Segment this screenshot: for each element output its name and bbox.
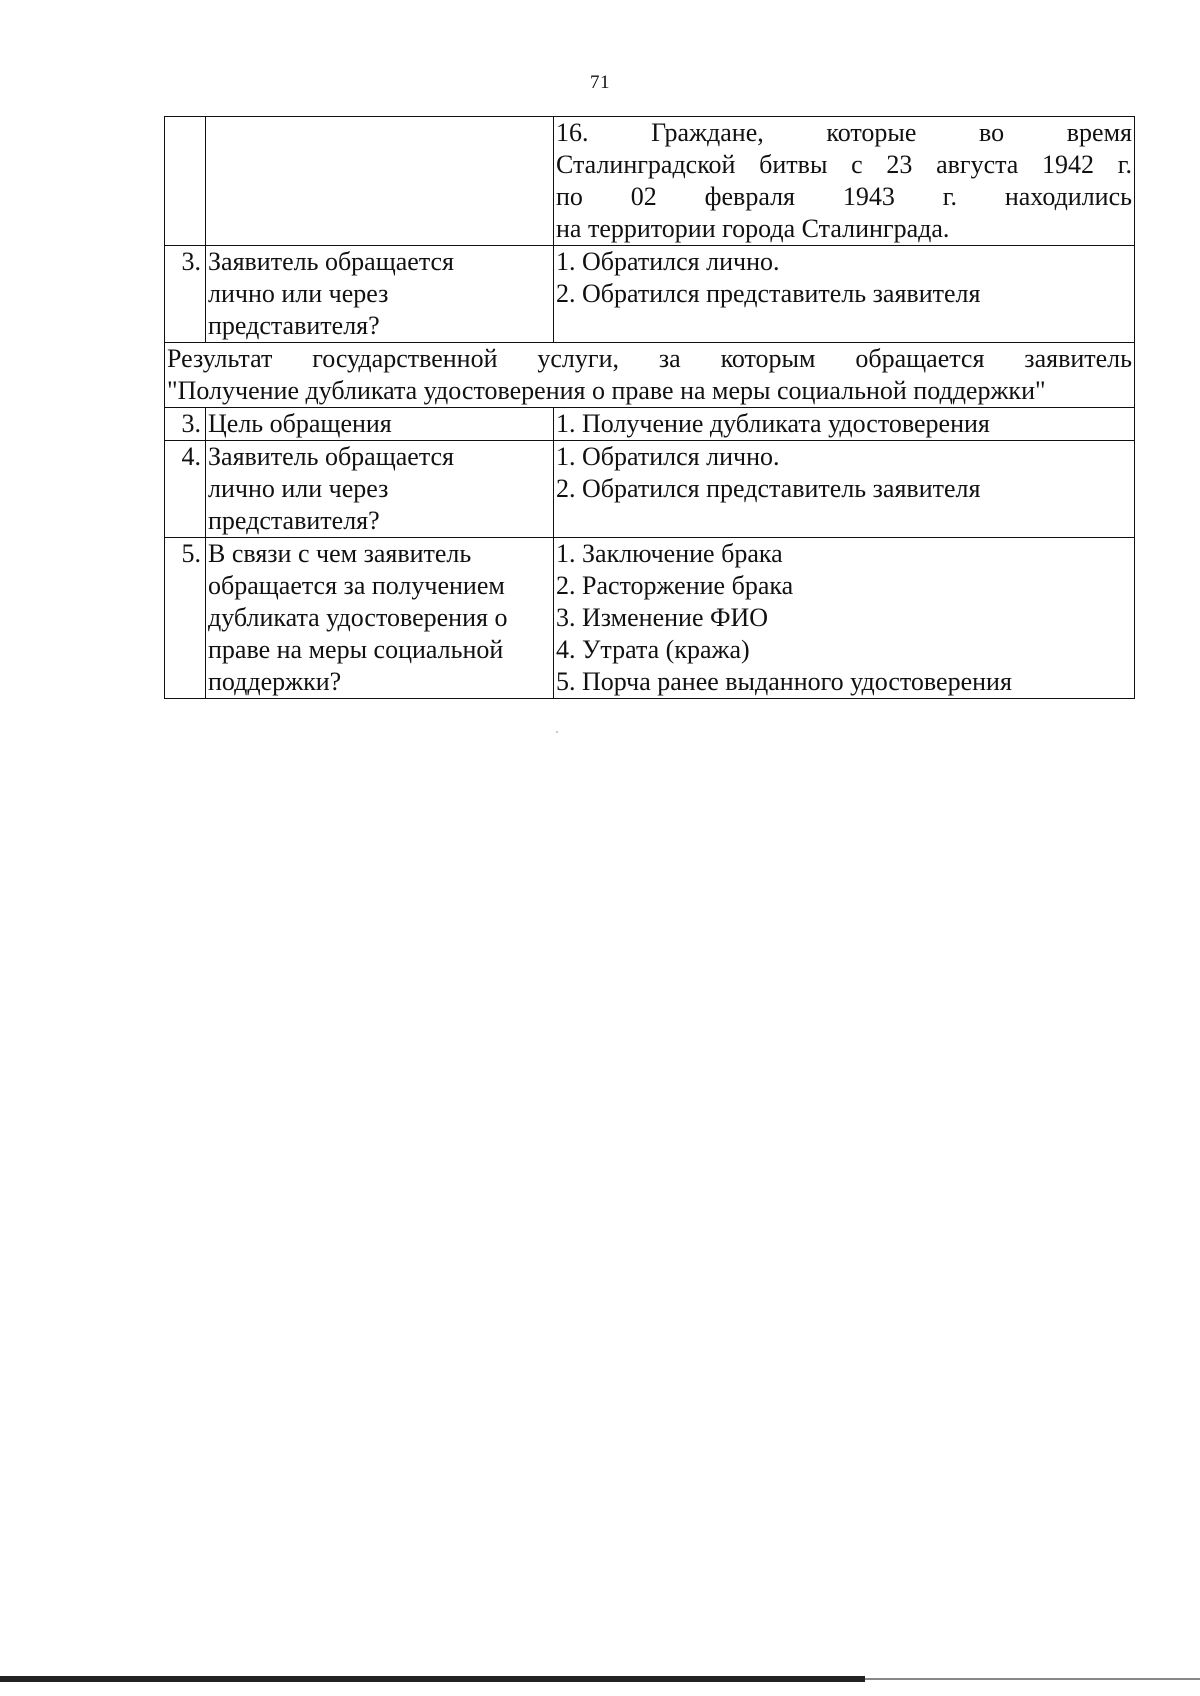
- scan-edge-line: [865, 1678, 1200, 1680]
- answer-cell: [554, 441, 1135, 538]
- answer-option: 1. Обратился лично.: [556, 247, 780, 276]
- answer-option: 5. Порча ранее выданного удостоверения: [556, 667, 1012, 696]
- question-cell-empty: [206, 117, 554, 246]
- answer-cell-16: [554, 117, 1135, 246]
- question-line: представителя?: [208, 311, 380, 340]
- section-line: Результат государственной услуги, за которым обращается заявитель: [167, 344, 1132, 373]
- question-line: поддержки?: [208, 667, 342, 696]
- row-number-empty: [165, 117, 206, 246]
- answer-cell: [554, 538, 1135, 699]
- answer-cell: 1. Получение дубликата удостоверения: [554, 408, 1135, 441]
- question-cell: [206, 538, 554, 699]
- scan-speck: [556, 731, 558, 733]
- question-cell: Цель обращения: [206, 408, 554, 441]
- question-cell: [206, 246, 554, 343]
- answer-option: 4. Утрата (кража): [556, 635, 750, 664]
- question-line: лично или через: [208, 279, 389, 308]
- table-row-3b: [165, 408, 1135, 441]
- row-number: 4.: [165, 441, 206, 538]
- service-criteria-table: [164, 116, 1135, 699]
- question-line: праве на меры социальной: [208, 635, 504, 664]
- section-header: [165, 343, 1135, 408]
- question-line: Заявитель обращается: [208, 247, 454, 276]
- answer-line: по 02 февраля 1943 г. находились: [556, 182, 1132, 211]
- question-line: лично или через: [208, 474, 389, 503]
- answer-line: 16. Граждане, которые во время: [556, 118, 1132, 147]
- answer-option: 3. Изменение ФИО: [556, 603, 769, 632]
- answer-option: 1. Обратился лично.: [556, 442, 780, 471]
- question-line: Заявитель обращается: [208, 442, 454, 471]
- answer-line: Сталинградской битвы с 23 августа 1942 г.: [556, 150, 1132, 179]
- question-cell: [206, 441, 554, 538]
- section-line: "Получение дубликата удостоверения о праве на меры социальной поддержки": [167, 376, 1046, 405]
- answer-option: 2. Обратился представитель заявителя: [556, 279, 981, 308]
- table-row-5: [165, 538, 1135, 699]
- table-row-3a: [165, 246, 1135, 343]
- question-line: представителя?: [208, 506, 380, 535]
- section-header-row: [165, 343, 1135, 408]
- row-number: 3.: [165, 408, 206, 441]
- question-line: В связи с чем заявитель: [208, 539, 472, 568]
- table-row-16: [165, 117, 1135, 246]
- row-number: 5.: [165, 538, 206, 699]
- scan-edge-shadow: [0, 1676, 865, 1682]
- answer-option: 2. Обратился представитель заявителя: [556, 474, 981, 503]
- answer-option: 1. Заключение брака: [556, 539, 783, 568]
- page-number: 71: [590, 72, 610, 93]
- answer-cell: [554, 246, 1135, 343]
- answer-option: 2. Расторжение брака: [556, 571, 794, 600]
- answer-line: на территории города Сталинграда.: [556, 214, 950, 243]
- question-line: дубликата удостоверения о: [208, 603, 508, 632]
- table-row-4: [165, 441, 1135, 538]
- row-number: 3.: [165, 246, 206, 343]
- question-line: обращается за получением: [208, 571, 505, 600]
